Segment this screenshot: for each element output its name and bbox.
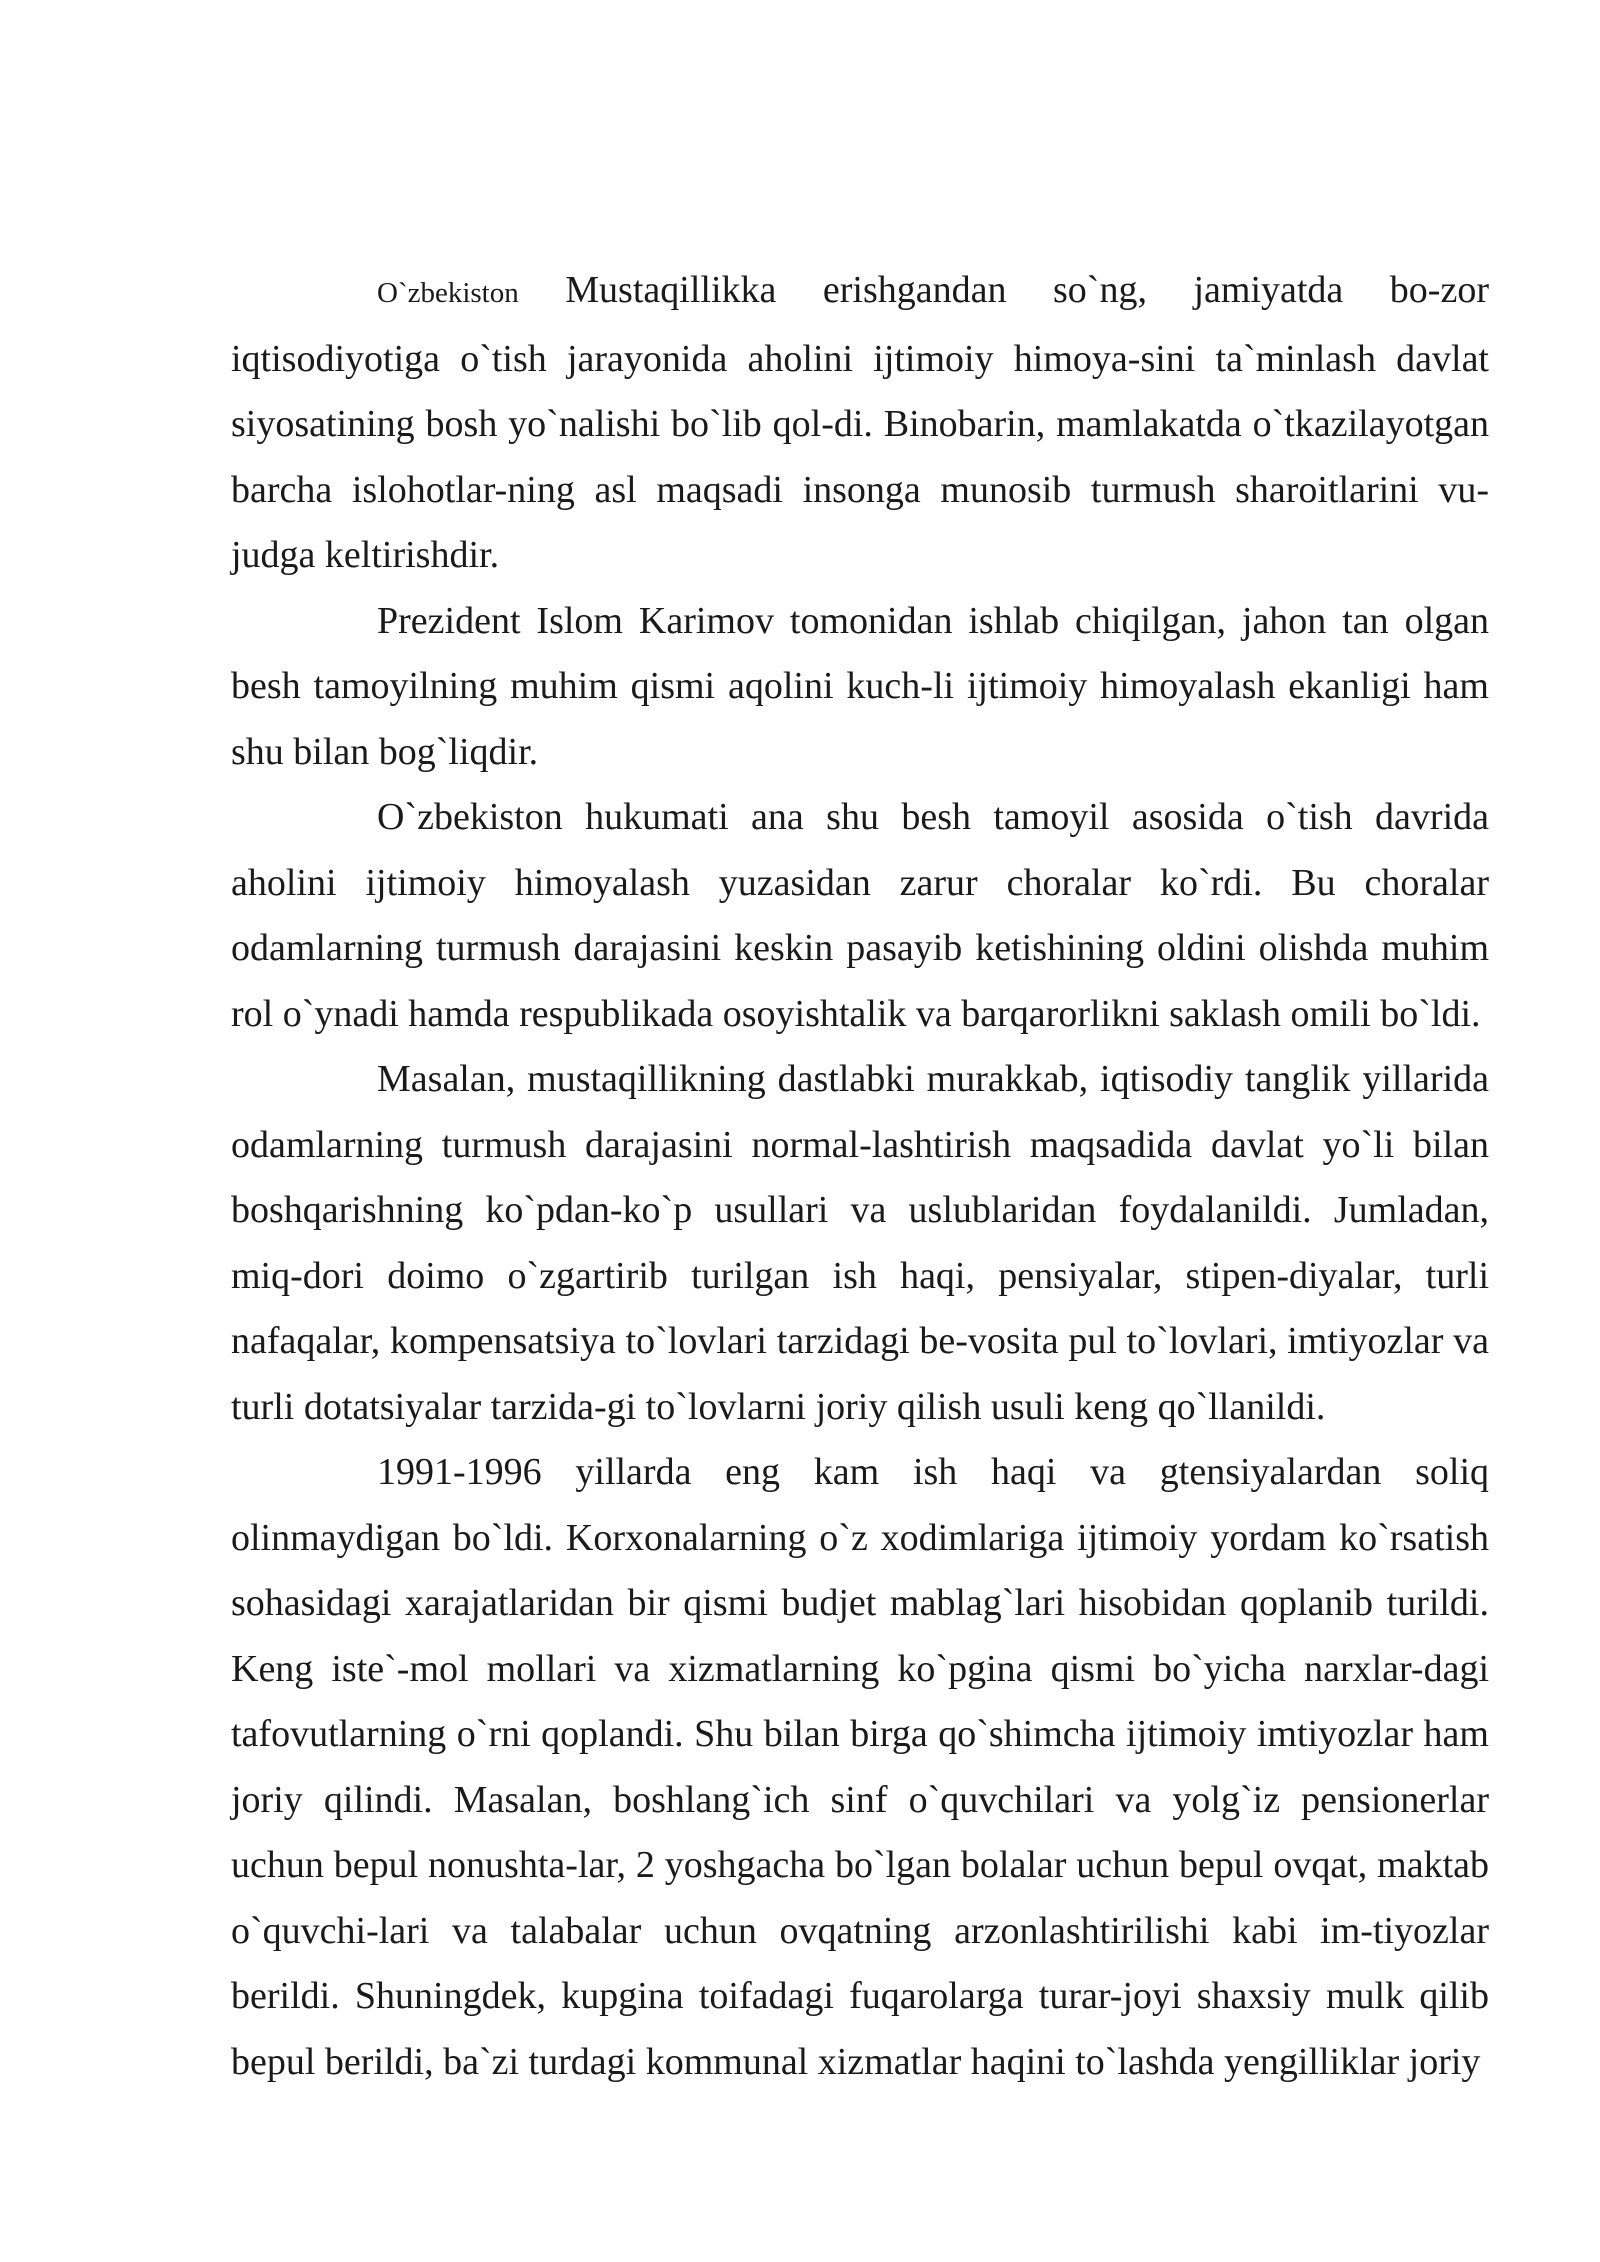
paragraph-1 — [231, 258, 1489, 589]
paragraph-1-lead-word: O`zbekiston — [377, 277, 519, 309]
paragraph-3: O`zbekiston hukumati ana shu besh tamoyil asosida o`tish davrida aholini ijtimoiy himoyalash yuzasidan zarur choralar ko`rdi. Bu choralar odamlarning turmush darajasini keskin pasayib ketishining oldini olishda muhim rol o`ynadi hamda respublikada osoyishtalik va barqarorlikni saklash omili bo`ldi. — [231, 796, 1489, 1035]
paragraph-1-text: Mustaqillikka erishgandan so`ng, jamiyatda bo-zor iqtisodiyotiga o`tish jarayonida aholini ijtimoiy himoya-sini ta`minlash davlat siyosatining bosh yo`nalishi bo`lib qol-di. Binobarin, mamlakatda o`tkazilayotgan barcha islohotlar-ning asl maqsadi insonga munosib turmush sharoitlarini vu-judga keltirishdir. — [231, 269, 1489, 576]
document-body — [231, 258, 1489, 2095]
paragraph-2: Prezident Islom Karimov tomonidan ishlab chiqilgan, jahon tan olgan besh tamoyilning muhim qismi aqolini kuch-li ijtimoiy himoyalash ekanligi ham shu bilan bog`liqdir. — [231, 599, 1489, 773]
paragraph-4: Masalan, mustaqillikning dastlabki murakkab, iqtisodiy tanglik yillarida odamlarning turmush darajasini normal-lashtirish maqsadida davlat yo`li bilan boshqarishning ko`pdan-ko`p usullari va uslublaridan foydalanildi. Jumladan, miq-dori doimo o`zgartirib turilgan ish haqi, pensiyalar, stipen-diyalar, turli nafaqalar, kompensatsiya to`lovlari tarzidagi be-vosita pul to`lovlari, imtiyozlar va turli dotatsiyalar tarzida-gi to`lovlarni joriy qilish usuli keng qo`llanildi. — [231, 1058, 1489, 1428]
paragraph-5: 1991-1996 yillarda eng kam ish haqi va gtensiyalardan soliq olinmaydigan bo`ldi. Korxonalarning o`z xodimlariga ijtimoiy yordam ko`rsatish sohasidagi xarajatlaridan bir qismi budjet mablag`lari hisobidan qoplanib turildi. Keng iste`-mol mollari va xizmatlarning ko`pgina qismi bo`yicha narxlar-dagi tafovutlarning o`rni qoplandi. Shu bilan birga qo`shimcha ijtimoiy imtiyozlar ham joriy qilindi. Masalan, boshlang`ich sinf o`quvchilari va yolg`iz pensionerlar uchun bepul nonushta-lar, 2 yoshgacha bo`lgan bolalar uchun bepul ovqat, maktab o`quvchi-lari va talabalar uchun ovqatning arzonlashtirilishi kabi im-tiyozlar berildi. Shuningdek, kupgina toifadagi fuqarolarga turar-joyi shaxsiy mulk qilib bepul berildi, ba`zi turdagi kommunal xizmatlar haqini to`lashda yengilliklar joriy — [231, 1451, 1489, 2083]
